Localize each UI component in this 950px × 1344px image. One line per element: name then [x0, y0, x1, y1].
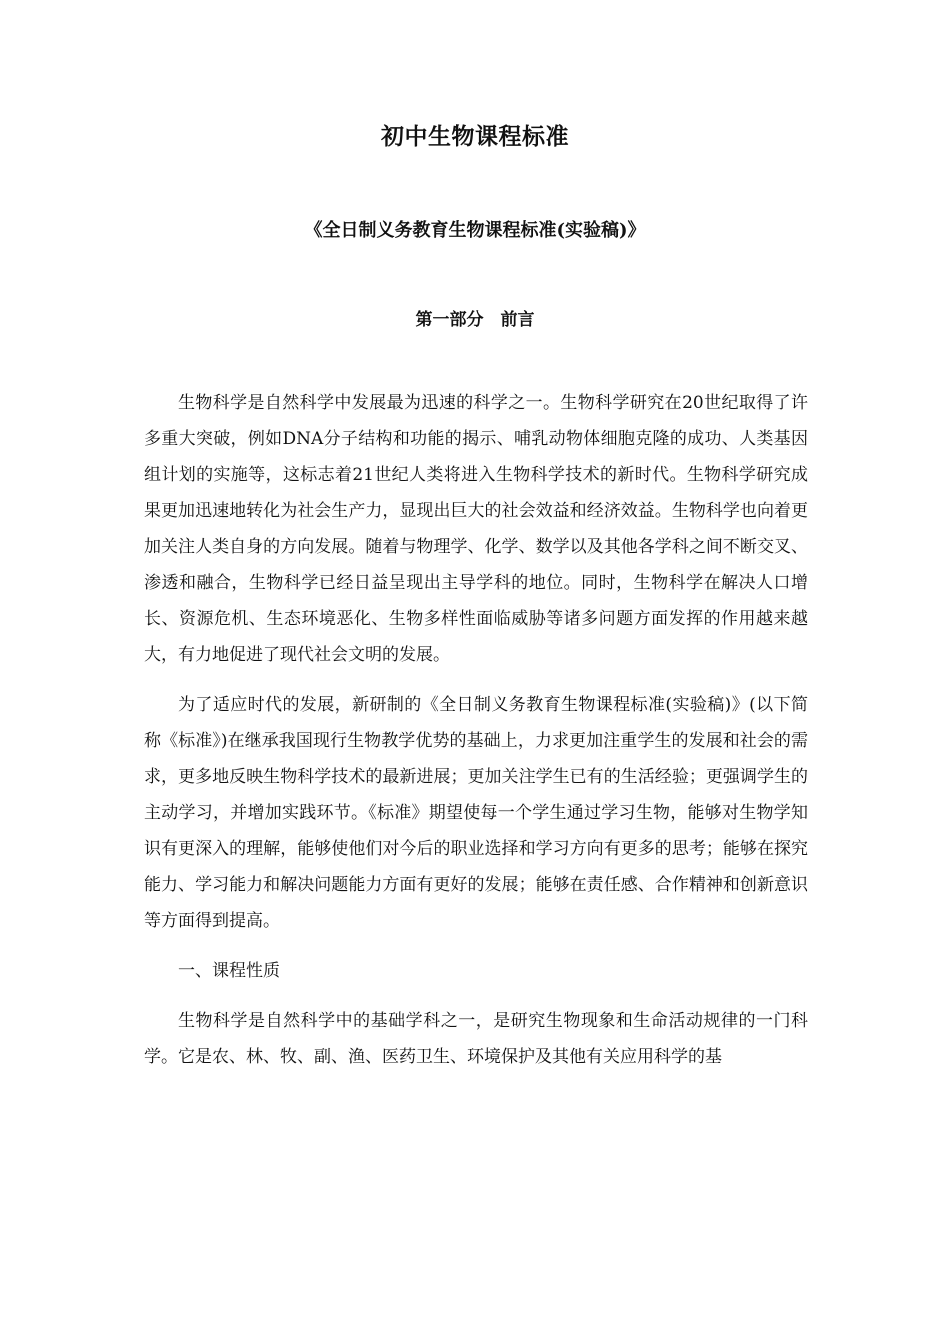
document-body: [144, 385, 808, 1089]
part-heading: 第一部分 前言: [415, 310, 535, 330]
paragraph-1: 生物科学是自然科学中发展最为迅速的科学之一。生物科学研究在20世纪取得了许多重大突破，例如DNA分子结构和功能的揭示、哺乳动物体细胞克隆的成功、人类基因组计划的实施等，这标志着21世纪人类将进入生物科学技术的新时代。生物科学研究成果更加迅速地转化为社会生产力，显现出巨大的社会效益和经济效益。生物科学也向着更加关注人类自身的方向发展。随着与物理学、化学、数学以及其他各学科之间不断交叉、渗透和融合，生物科学已经日益呈现出主导学科的地位。同时，生物科学在解决人口增长、资源危机、生态环境恶化、生物多样性面临威胁等诸多问题方面发挥的作用越来越大，有力地促进了现代社会文明的发展。: [144, 393, 808, 665]
section-heading: 一、课程性质: [178, 961, 280, 981]
section-paragraph: 生物科学是自然科学中的基础学科之一，是研究生物现象和生命活动规律的一门科学。它是农、林、牧、副、渔、医药卫生、环境保护及其他有关应用科学的基: [144, 1011, 808, 1067]
document-title: 初中生物课程标准: [381, 123, 569, 150]
document-subtitle: 《全日制义务教育生物课程标准(实验稿)》: [304, 220, 646, 241]
paragraph-2: 为了适应时代的发展，新研制的《全日制义务教育生物课程标准(实验稿)》(以下简称《标准》)在继承我国现行生物教学优势的基础上，力求更加注重学生的发展和社会的需求，更多地反映生物科学技术的最新进展；更加关注学生已有的生活经验；更强调学生的主动学习，并增加实践环节。《标准》期望使每一个学生通过学习生物，能够对生物学知识有更深入的理解，能够使他们对今后的职业选择和学习方向有更多的思考；能够在探究能力、学习能力和解决问题能力方面有更好的发展；能够在责任感、合作精神和创新意识等方面得到提高。: [144, 695, 808, 931]
